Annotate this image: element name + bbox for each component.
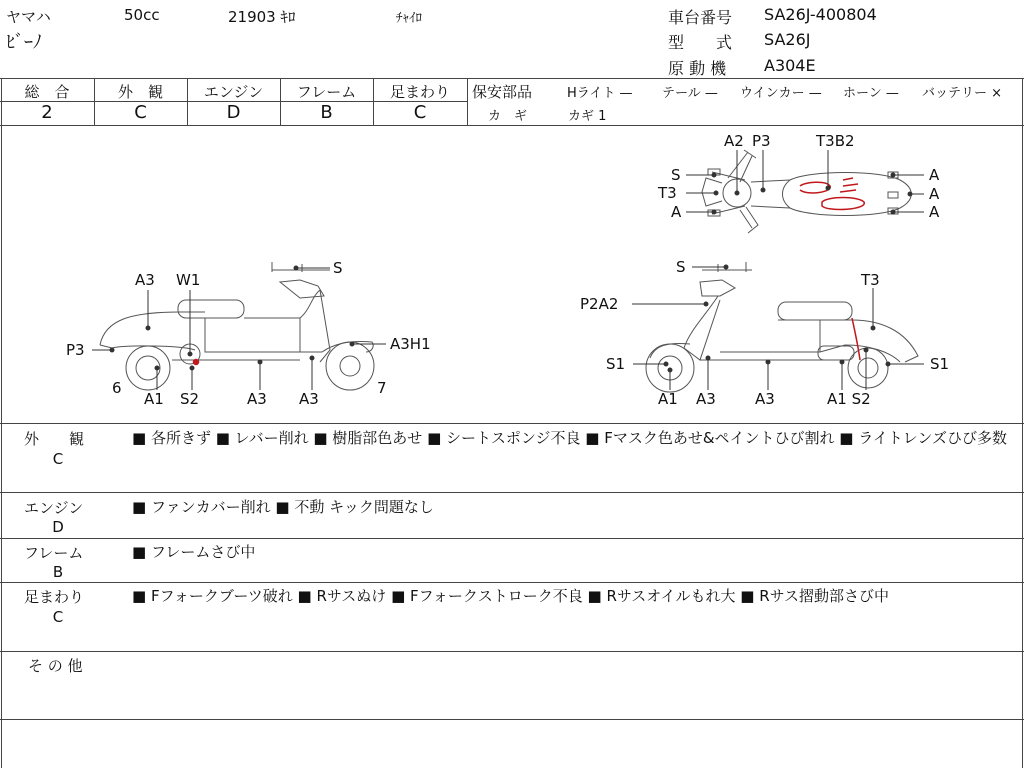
section-grade-exterior: C [52, 450, 64, 468]
overall-label: 総 合 [24, 83, 70, 101]
engine-grade: D [226, 102, 241, 123]
diagram-label: A1 [144, 390, 164, 408]
diagram-label: A [671, 203, 682, 221]
battery-status: バッテリー × [922, 86, 1003, 101]
diagram-label: A3 [696, 390, 716, 408]
diagram-label: P3 [66, 341, 85, 359]
diagram-label: S [676, 258, 686, 276]
tail-status: テール — [662, 86, 718, 101]
diagram-label: A [929, 203, 940, 221]
diagram-label: A2 [724, 132, 744, 150]
model: SA26J [764, 30, 811, 49]
diagram-label: A1 S2 [827, 390, 871, 408]
key-value: カギ 1 [568, 109, 607, 124]
model-label: 型 式 [668, 33, 733, 52]
suspension-grade: C [413, 102, 427, 123]
damage-marks [194, 178, 865, 365]
engine-type: A304E [764, 56, 816, 75]
diagram-label: A3 [135, 271, 155, 289]
frame-grade: B [320, 102, 333, 123]
diagram-label: S [671, 166, 681, 184]
frame-no: SA26J-400804 [764, 5, 877, 24]
section-label-exterior: 外 観 [24, 430, 85, 448]
winker-status: ウインカー — [740, 86, 822, 101]
color: ﾁｬｲﾛ [396, 11, 422, 26]
diagram-label: S2 [180, 390, 200, 408]
key-label: カ ギ [488, 109, 528, 124]
diagram-label: S [333, 259, 343, 277]
section-label-frame: フレーム [24, 544, 84, 562]
model-name: ﾋﾞｰﾉ [6, 32, 42, 53]
frame-grade-label: フレーム [296, 83, 357, 101]
diagram-label: A3H1 [390, 335, 431, 353]
safety-label: 保安部品 [472, 83, 533, 101]
exterior-label: 外 観 [117, 83, 163, 101]
section-grade-suspension: C [52, 608, 64, 626]
diagram-label: P3 [752, 132, 771, 150]
exterior-grade: C [134, 102, 147, 123]
diagram-label: A [929, 166, 940, 184]
diagram-label: S1 [930, 355, 950, 373]
diagram-label: A3 [755, 390, 775, 408]
diagram-label: A3 [247, 390, 267, 408]
section-label-suspension: 足まわり [24, 588, 85, 606]
displacement: 50cc [124, 6, 160, 24]
section-text-suspension: ■ Fフォークブーツ破れ ■ Rサスぬけ ■ Fフォークストローク不良 ■ Rサスオイルもれ大 ■ Rサス摺動部さび中 [132, 587, 890, 605]
diagram-label: W1 [176, 271, 201, 289]
engine-label: 原 動 機 [668, 59, 727, 78]
headlight-status: Hライト — [567, 86, 633, 101]
diagram-label: S1 [606, 355, 626, 373]
frame-no-label: 車台番号 [668, 8, 733, 27]
diagram-label: T3B2 [816, 132, 855, 150]
diagram-label: A3 [299, 390, 319, 408]
section-text-exterior: ■ 各所きず ■ レバー削れ ■ 樹脂部色あせ ■ シートスポンジ不良 ■ Fマスク色あせ&ペイントひび割れ ■ ライトレンズひび多数 [132, 429, 1007, 447]
mileage: 21903 ｷﾛ [228, 8, 296, 26]
diagram-label: T3 [861, 271, 880, 289]
section-label-engine: エンジン [24, 499, 84, 517]
maker: ヤマハ [6, 8, 51, 26]
section-grade-frame: B [52, 563, 64, 581]
engine-grade-label: エンジン [203, 83, 264, 101]
diagram-label: A1 [658, 390, 678, 408]
section-text-frame: ■ フレームさび中 [132, 543, 256, 561]
top-view-scooter [702, 150, 911, 233]
overall-grade: 2 [41, 102, 53, 123]
diagram-label: T3 [658, 184, 677, 202]
section-text-engine: ■ ファンカバー削れ ■ 不動 キック問題なし [132, 498, 434, 516]
diagram-label: P2A2 [580, 295, 619, 313]
section-label-other: そ の 他 [28, 657, 83, 675]
suspension-grade-label: 足まわり [389, 83, 450, 101]
section-grade-engine: D [52, 518, 64, 536]
diagram-label: 7 [377, 379, 387, 397]
diagram-label: 6 [112, 379, 122, 397]
diagram-label: A [929, 185, 940, 203]
horn-status: ホーン — [843, 86, 899, 101]
